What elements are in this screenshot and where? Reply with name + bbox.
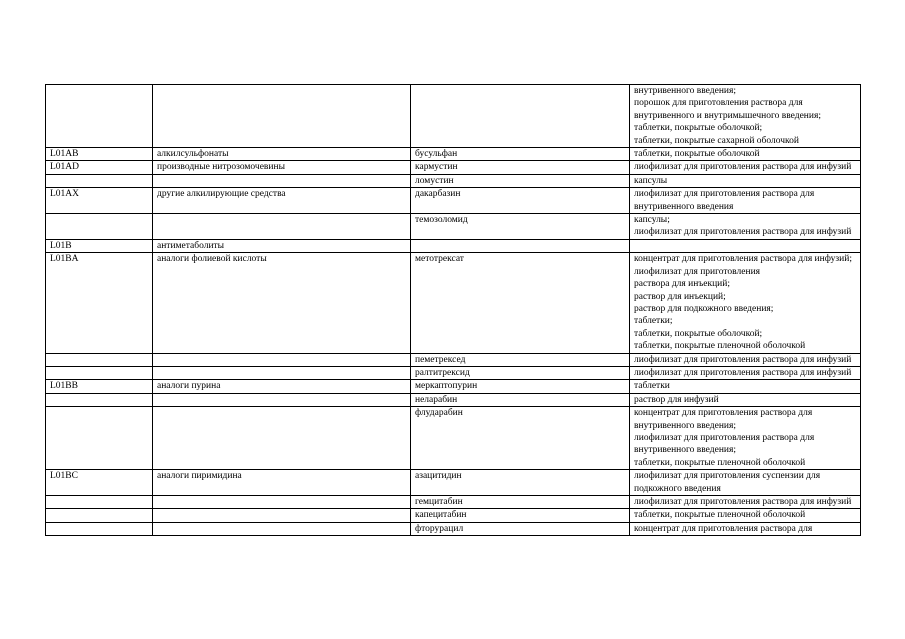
table-row [46,380,861,393]
group-name-cell [153,366,411,379]
group-name-cell: аналоги пиримидина [153,470,411,496]
drug-name-cell: флударабин [411,407,630,470]
group-name-cell [153,214,411,240]
atc-code-cell: L01AB [46,148,153,161]
atc-code-cell: L01BB [46,380,153,393]
table-row [46,509,861,522]
table-row [46,161,861,174]
table-row [46,366,861,379]
table-row [46,174,861,187]
group-name-cell: другие алкилирующие средства [153,188,411,214]
atc-code-cell [46,522,153,535]
drug-table [45,84,861,536]
dosage-form-cell: концентрат для приготовления раствора для инфузий; лиофилизат для приготовления раствора для инъекций; раствор для инъекций; раствор для подкожного введения; таблетки; таблетки, покрытые оболочкой; таблетки, покрытые пленочной оболочкой [630,253,861,353]
dosage-form-cell: внутривенного введения; порошок для приготовления раствора для внутривенного и внутримышечного введения; таблетки, покрытые оболочкой; таблетки, покрытые сахарной оболочкой [630,85,861,148]
dosage-form-cell: лиофилизат для приготовления раствора для инфузий [630,496,861,509]
atc-code-cell [46,393,153,406]
dosage-form-cell: капсулы [630,174,861,187]
drug-name-cell: дакарбазин [411,188,630,214]
drug-name-cell: ралтитрексид [411,366,630,379]
drug-name-cell: капецитабин [411,509,630,522]
dosage-form-cell [630,239,861,252]
atc-code-cell [46,496,153,509]
group-name-cell [153,174,411,187]
drug-name-cell: темозоломид [411,214,630,240]
dosage-form-cell: раствор для инфузий [630,393,861,406]
group-name-cell [153,496,411,509]
atc-code-cell [46,353,153,366]
atc-code-cell [46,509,153,522]
table-row [46,496,861,509]
dosage-form-cell: лиофилизат для приготовления суспензии для подкожного введения [630,470,861,496]
dosage-form-cell: лиофилизат для приготовления раствора для инфузий [630,161,861,174]
dosage-form-cell: лиофилизат для приготовления раствора для внутривенного введения [630,188,861,214]
atc-code-cell: L01BA [46,253,153,353]
atc-code-cell: L01AD [46,161,153,174]
atc-code-cell: L01BC [46,470,153,496]
atc-code-cell [46,174,153,187]
table-row [46,393,861,406]
table-row [46,353,861,366]
drug-name-cell [411,239,630,252]
table-row [46,522,861,535]
drug-name-cell: ломустин [411,174,630,187]
atc-code-cell: L01AX [46,188,153,214]
drug-name-cell: гемцитабин [411,496,630,509]
group-name-cell: алкилсульфонаты [153,148,411,161]
dosage-form-cell: таблетки [630,380,861,393]
drug-name-cell: азацитидин [411,470,630,496]
group-name-cell: производные нитрозомочевины [153,161,411,174]
dosage-form-cell: лиофилизат для приготовления раствора для инфузий [630,366,861,379]
table-row [46,85,861,148]
group-name-cell [153,393,411,406]
dosage-form-cell: таблетки, покрытые пленочной оболочкой [630,509,861,522]
atc-code-cell [46,366,153,379]
drug-name-cell: неларабин [411,393,630,406]
drug-name-cell: метотрексат [411,253,630,353]
drug-name-cell: фторурацил [411,522,630,535]
dosage-form-cell: капсулы; лиофилизат для приготовления раствора для инфузий [630,214,861,240]
table-row [46,470,861,496]
dosage-form-cell: концентрат для приготовления раствора для [630,522,861,535]
table-row [46,407,861,470]
group-name-cell: аналоги пурина [153,380,411,393]
group-name-cell: антиметаболиты [153,239,411,252]
table-row [46,253,861,353]
drug-name-cell: пеметрексед [411,353,630,366]
group-name-cell [153,509,411,522]
dosage-form-cell: лиофилизат для приготовления раствора для инфузий [630,353,861,366]
atc-code-cell [46,407,153,470]
dosage-form-cell: концентрат для приготовления раствора для внутривенного введения; лиофилизат для приготовления раствора для внутривенного введения; таблетки, покрытые пленочной оболочкой [630,407,861,470]
group-name-cell [153,407,411,470]
atc-code-cell [46,85,153,148]
drug-name-cell: бусульфан [411,148,630,161]
table-row [46,148,861,161]
table-row [46,214,861,240]
group-name-cell [153,353,411,366]
table-row [46,188,861,214]
drug-name-cell: кармустин [411,161,630,174]
table-row [46,239,861,252]
dosage-form-cell: таблетки, покрытые оболочкой [630,148,861,161]
drug-name-cell: меркаптопурин [411,380,630,393]
atc-code-cell: L01B [46,239,153,252]
group-name-cell [153,85,411,148]
atc-code-cell [46,214,153,240]
drug-name-cell [411,85,630,148]
group-name-cell: аналоги фолиевой кислоты [153,253,411,353]
group-name-cell [153,522,411,535]
